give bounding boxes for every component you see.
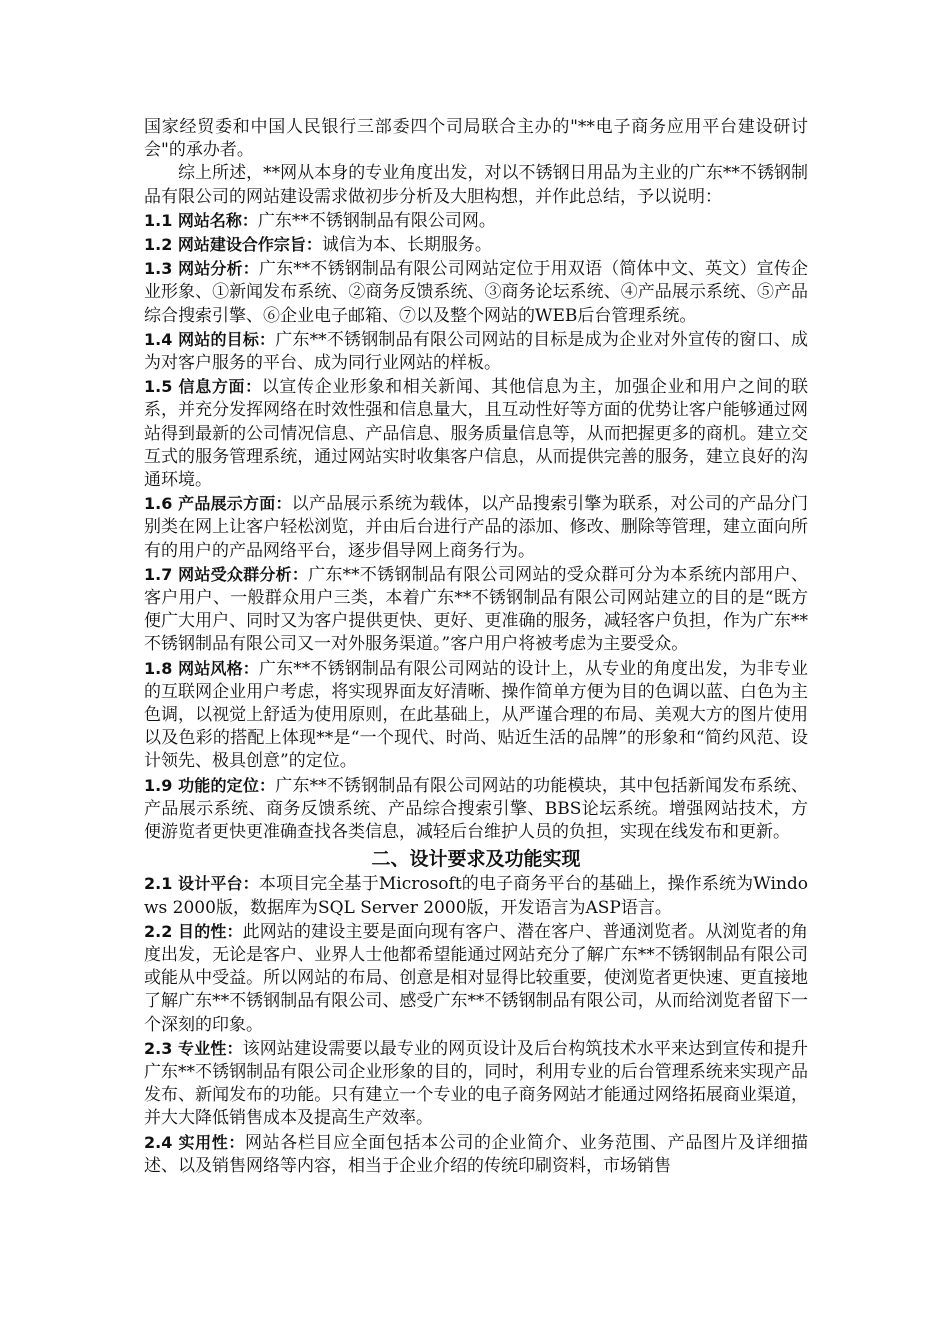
item-text: 以宣传企业形象和相关新闻、其他信息为主，加强企业和用户之间的联系，并充分发挥网络在时效性强和信息量大，且互动性好等方面的优势让客户能够通过网站得到最新的公司情况信息、产品信息、服务质量信息等，从而把握更多的商机。建立交互式的服务管理系统，通过网站实时收集客户信息，从而提供完善的服务，建立良好的沟通环境。	[144, 377, 808, 491]
item-1-8	[144, 657, 808, 774]
item-text: 此网站的建设主要是面向现有客户、潜在客户、普通浏览者。从浏览者的角度出发，无论是客户、业界人士他都希望能通过网站充分了解广东**不锈钢制品有限公司或能从中受益。所以网站的布局、创意是相对显得比较重要，使浏览者更快速、更直接地了解广东**不锈钢制品有限公司、感受广东**不锈钢制品有限公司，从而给浏览者留下一个深刻的印象。	[144, 921, 808, 1035]
intro-continuation: 国家经贸委和中国人民银行三部委四个司局联合主办的"**电子商务应用平台建设研讨会"的承办者。	[144, 117, 808, 161]
item-1-9	[144, 774, 808, 845]
item-label: 1.4 网站的目标：	[144, 329, 276, 349]
item-label: 1.9 功能的定位：	[144, 775, 276, 795]
item-1-5	[144, 375, 808, 492]
item-text: 广东**不锈钢制品有限公司网站的功能模块，其中包括新闻发布系统、产品展示系统、商务反馈系统、产品综合搜索引擎、BBS论坛系统。增强网站技术，方便游览者更快更准确查找各类信息，减轻后台维护人员的负担，实现在线发布和更新。	[144, 775, 809, 843]
summary-paragraph: 综上所述，**网从本身的专业角度出发，对以不锈钢日用品为主业的广东**不锈钢制品有限公司的网站建设需求做初步分析及大胆构想，并作此总结，予以说明：	[144, 163, 808, 207]
item-label: 1.1 网站名称：	[144, 210, 258, 230]
item-2-4	[144, 1131, 808, 1178]
item-1-6	[144, 492, 808, 563]
section-1-items	[144, 209, 808, 844]
item-text: 广东**不锈钢制品有限公司网站的设计上，从专业的角度出发，为非专业的互联网企业用户考虑，将实现界面友好清晰、操作简单方便为目的色调以蓝、白色为主色调，以视觉上舒适为使用原则，在此基础上，从严谨合理的布局、美观大方的图片使用以及色彩的搭配上体现**是“一个现代、时尚、贴近生活的品牌”的形象和“简约风范、设计领先、极具创意”的定位。	[144, 658, 808, 772]
item-2-1	[144, 872, 808, 919]
section-2-heading: 二、设计要求及功能实现	[371, 848, 581, 871]
item-text: 诚信为本、长期服务。	[321, 235, 492, 256]
item-text: 该网站建设需要以最专业的网页设计及后台构筑技术水平来达到宣传和提升广东**不锈钢制品有限公司企业形象的目的，同时，利用专业的后台管理系统来实现产品发布、新闻发布的功能。只有建立一个专业的电子商务网站才能通过网络拓展商业渠道，并大大降低销售成本及提高生产效率。	[144, 1038, 808, 1129]
item-1-7	[144, 563, 808, 657]
item-1-3	[144, 257, 808, 328]
item-label: 1.5 信息方面：	[144, 377, 262, 397]
item-label: 1.8 网站风格：	[144, 658, 259, 678]
item-1-4	[144, 328, 808, 375]
item-label: 1.6 产品展示方面：	[144, 494, 292, 514]
item-label: 2.1 设计平台：	[144, 874, 259, 894]
item-text: 本项目完全基于Microsoft的电子商务平台的基础上，操作系统为Windows 2000版，数据库为SQL Server 2000版，开发语言为ASP语言。	[144, 874, 808, 918]
item-label: 1.7 网站受众群分析：	[144, 564, 309, 584]
item-label: 1.3 网站分析：	[144, 259, 259, 279]
item-1-2	[144, 233, 808, 257]
item-label: 2.4 实用性：	[144, 1132, 245, 1152]
item-1-1	[144, 209, 808, 233]
item-2-3	[144, 1037, 808, 1131]
item-label: 2.3 专业性：	[144, 1038, 243, 1058]
item-text: 广东**不锈钢制品有限公司网。	[257, 210, 496, 231]
item-text: 网站各栏目应全面包括本公司的企业简介、业务范围、产品图片及详细描述、以及销售网络等内容，相当于企业介绍的传统印刷资料，市场销售	[144, 1132, 808, 1176]
item-2-2	[144, 920, 808, 1037]
item-label: 1.2 网站建设合作宗旨：	[144, 235, 322, 255]
item-label: 2.2 目的性：	[144, 921, 243, 941]
item-text: 广东**不锈钢制品有限公司网站的目标是成为企业对外宣传的窗口、成为对客户服务的平台、成为同行业网站的样板。	[144, 329, 809, 374]
item-text: 广东**不锈钢制品有限公司网站的受众群可分为本系统内部用户、客户用户、一般群众用户三类，本着广东**不锈钢制品有限公司网站建立的目的是“既方便广大用户、同时又为客户提供更快、更好、更准确的服务，减轻客户负担，作为广东**不锈钢制品有限公司又一对外服务渠道。”客户用户将被考虑为主要受众。	[144, 564, 808, 655]
document-page	[144, 116, 808, 1178]
item-text: 以产品展示系统为载体，以产品搜索引擎为联系，对公司的产品分门别类在网上让客户轻松浏览，并由后台进行产品的添加、修改、删除等管理，建立面向所有的用户的产品网络平台，逐步倡导网上商务行为。	[144, 494, 809, 561]
item-text: 广东**不锈钢制品有限公司网站定位于用双语（简体中文、英文）宣传企业形象、①新闻发布系统、②商务反馈系统、③商务论坛系统、④产品展示系统、⑤产品综合搜索引擎、⑥企业电子邮箱、⑦以及整个网站的WEB后台管理系统。	[144, 259, 808, 326]
section-2-items	[144, 872, 808, 1178]
